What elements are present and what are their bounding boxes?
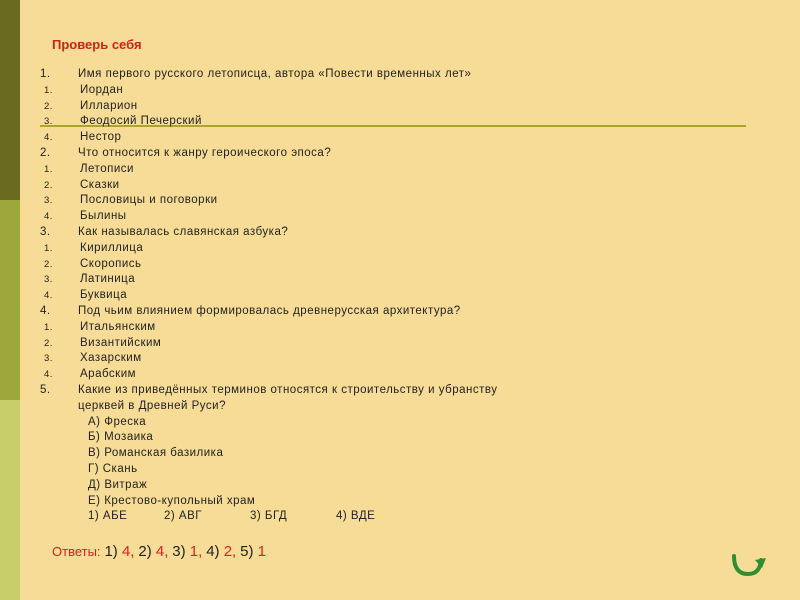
option-number: 3.	[44, 353, 53, 365]
option-text: Сказки	[80, 178, 120, 191]
question-5	[40, 383, 497, 415]
option-number: 2.	[44, 100, 53, 112]
question-3-options	[40, 241, 497, 304]
question-text: Под чьим влиянием формировалась древнерусская архитектура?	[78, 304, 461, 317]
left-band-light	[0, 400, 20, 600]
question-5-alternatives	[40, 415, 497, 526]
question-1-options	[40, 83, 497, 146]
return-arrow-icon[interactable]	[728, 548, 768, 580]
answer-3: 3) 1,	[172, 543, 203, 560]
question-3	[40, 225, 497, 241]
option-text: Арабским	[80, 368, 137, 381]
option-text: Латиница	[80, 273, 136, 286]
option-text: Хазарским	[80, 352, 142, 365]
option	[40, 193, 497, 209]
question-number: 5.	[40, 383, 51, 396]
question-number: 3.	[40, 225, 51, 238]
alternative: В) Романская базилика	[88, 447, 224, 460]
quiz	[40, 67, 497, 525]
option	[40, 130, 497, 146]
option	[40, 257, 497, 273]
question-text-line2: церквей в Древней Руси?	[78, 399, 226, 412]
question-4-options	[40, 320, 497, 383]
slide-title: Проверь себя	[52, 37, 142, 52]
option-text: Пословицы и поговорки	[80, 194, 218, 207]
option-text: Былины	[80, 210, 127, 223]
question-number: 2.	[40, 146, 51, 159]
option-number: 3.	[44, 274, 53, 286]
option-text: Византийским	[80, 336, 162, 349]
left-band-mid	[0, 200, 20, 400]
alternative: Е) Крестово-купольный храм	[88, 494, 256, 507]
option-text: Буквица	[80, 289, 128, 302]
answer-1: 1) 4,	[104, 543, 135, 560]
option-text: Феодосий Печерский	[80, 115, 202, 128]
option-number: 3.	[44, 116, 53, 128]
question-number: 1.	[40, 68, 51, 80]
question-4	[40, 304, 497, 320]
option-number: 4.	[44, 132, 53, 144]
option-number: 1.	[44, 84, 53, 96]
question-1	[40, 67, 497, 83]
option-number: 3.	[44, 195, 53, 207]
left-band-dark	[0, 0, 20, 200]
combo: 3) БГД	[250, 510, 288, 523]
option	[40, 114, 497, 130]
option	[40, 320, 497, 336]
option-text: Скоропись	[80, 257, 142, 270]
question-text: Имя первого русского летописца, автора «Повести временных лет»	[78, 68, 472, 80]
option-text: Итальянским	[80, 320, 156, 333]
option	[40, 351, 497, 367]
option-number: 2.	[44, 179, 53, 191]
option-number: 2.	[44, 337, 53, 349]
question-text-line1: Какие из приведённых терминов относятся к строительству и убранству	[78, 383, 498, 396]
option-number: 2.	[44, 258, 53, 270]
answer-2: 2) 4,	[138, 543, 169, 560]
option-number: 1.	[44, 163, 53, 175]
option-number: 1.	[44, 242, 53, 254]
option	[40, 367, 497, 383]
combo: 4) ВДЕ	[336, 510, 376, 523]
alternative: А) Фреска	[88, 415, 147, 428]
answer-5: 5) 1	[240, 543, 266, 560]
option	[40, 288, 497, 304]
option-number: 1.	[44, 321, 53, 333]
option-text: Илларион	[80, 99, 138, 112]
answer-combinations	[78, 509, 497, 525]
option-text: Иордан	[80, 83, 124, 96]
option-text: Летописи	[80, 162, 134, 175]
answer-4: 4) 2,	[206, 543, 237, 560]
question-text: Что относится к жанру героического эпоса?	[78, 146, 332, 159]
option-number: 4.	[44, 290, 53, 302]
answers-label: Ответы:	[52, 544, 101, 559]
question-text: Как называлась славянская азбука?	[78, 225, 289, 238]
answers-line	[52, 543, 266, 560]
combo: 2) АВГ	[164, 510, 202, 523]
option	[40, 178, 497, 194]
question-2-options	[40, 162, 497, 225]
alternative: Д) Витраж	[88, 478, 148, 491]
alternative: Г) Скань	[88, 462, 138, 475]
question-2	[40, 146, 497, 162]
option	[40, 209, 497, 225]
option-text: Кириллица	[80, 241, 144, 254]
combo: 1) АБЕ	[88, 510, 128, 523]
option	[40, 241, 497, 257]
option	[40, 272, 497, 288]
option-number: 4.	[44, 369, 53, 381]
option	[40, 83, 497, 99]
option	[40, 162, 497, 178]
option-text: Нестор	[80, 131, 122, 144]
option	[40, 99, 497, 115]
option	[40, 336, 497, 352]
option-number: 4.	[44, 211, 53, 223]
question-number: 4.	[40, 304, 51, 317]
alternative: Б) Мозаика	[88, 431, 154, 444]
